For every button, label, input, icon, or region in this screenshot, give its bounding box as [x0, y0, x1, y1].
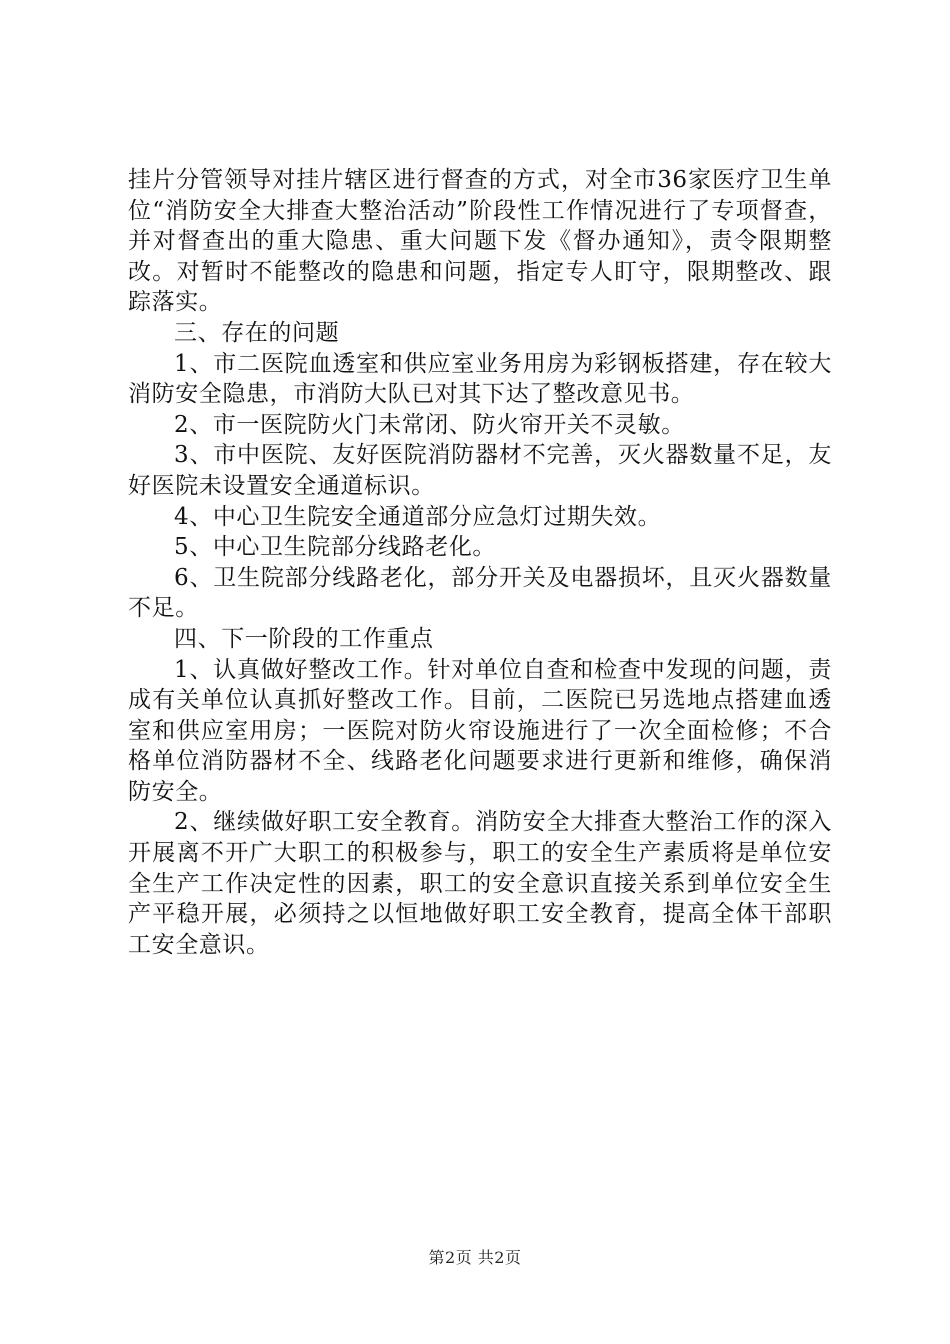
paragraph: 4、中心卫生院安全通道部分应急灯过期失效。	[174, 503, 662, 530]
section-heading-next-steps: 四、下一阶段的工作重点	[174, 625, 434, 652]
paragraph: 挂片分管领导对挂片辖区进行督查的方式，对全市36家医疗卫生单位“消防安全大排查大整治活动”阶段性工作情况进行了专项督查，并对督查出的重大隐患、重大问题下发《督办通知》，责令限期整改。对暂时不能整改的隐患和问题，指定专人盯守，限期整改、跟踪落实。	[128, 167, 832, 316]
paragraph: 1、市二医院血透室和供应室业务用房为彩钢板搭建，存在较大消防安全隐患，市消防大队已对其下达了整改意见书。	[128, 350, 832, 408]
paragraph: 2、市一医院防火门未常闭、防火帘开关不灵敏。	[174, 411, 685, 438]
paragraph: 2、继续做好职工安全教育。消防安全大排查大整治工作的深入开展离不开广大职工的积极参与，职工的安全生产素质将是单位安全生产工作决定性的因素，职工的安全意识直接关系到单位安全生产平稳开展，必须持之以恒地做好职工安全教育，提高全体干部职工安全意识。	[128, 809, 832, 958]
paragraph: 5、中心卫生院部分线路老化。	[174, 534, 497, 561]
paragraph: 3、市中医院、友好医院消防器材不完善，灭火器数量不足，友好医院未设置安全通道标识。	[128, 442, 832, 499]
document-body	[128, 165, 832, 960]
paragraph: 1、认真做好整改工作。针对单位自查和检查中发现的问题，责成有关单位认真抓好整改工作。目前，二医院已另选地点搭建血透室和供应室用房；一医院对防火帘设施进行了一次全面检修；不合格单位消防器材不全、线路老化问题要求进行更新和维修，确保消防安全。	[128, 656, 832, 805]
section-heading-problems: 三、存在的问题	[174, 319, 340, 346]
paragraph: 6、卫生院部分线路老化，部分开关及电器损坏，且灭火器数量不足。	[128, 564, 832, 622]
page-footer: 第2页 共2页	[428, 1248, 522, 1267]
